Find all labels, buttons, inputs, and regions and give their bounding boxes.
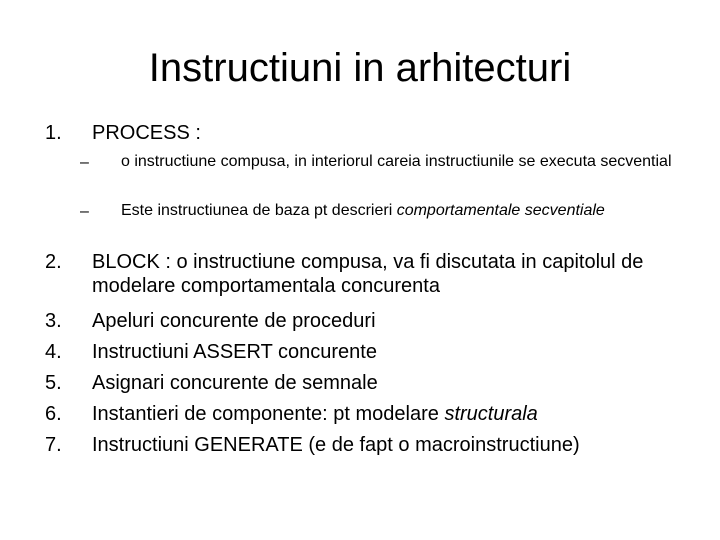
item-text-7: Instructiuni GENERATE (e de fapt o macroinstructiune) bbox=[92, 434, 580, 456]
subitem-dash-2: – bbox=[80, 203, 89, 220]
item-number-4: 4. bbox=[45, 341, 62, 363]
item-text-6 bbox=[92, 402, 702, 426]
item-text-1: PROCESS : bbox=[92, 122, 201, 144]
item-text-6-plain: Instantieri de componente: pt modelare bbox=[92, 403, 445, 425]
item-text-6-italic: structurala bbox=[444, 403, 538, 425]
subitem-text-2-italic: comportamentale secventiale bbox=[396, 202, 605, 219]
slide-title: Instructiuni in arhitecturi bbox=[148, 46, 572, 90]
item-number-7: 7. bbox=[45, 434, 62, 456]
item-number-6: 6. bbox=[45, 403, 62, 425]
item-number-3: 3. bbox=[45, 310, 62, 332]
item-text-3: Apeluri concurente de proceduri bbox=[92, 310, 376, 332]
subitem-text-1: o instructiune compusa, in interiorul careia instructiunile se executa secvential bbox=[121, 153, 672, 170]
item-text-4: Instructiuni ASSERT concurente bbox=[92, 341, 377, 363]
item-number-5: 5. bbox=[45, 372, 62, 394]
item-number-2: 2. bbox=[45, 251, 62, 273]
item-text-5: Asignari concurente de semnale bbox=[92, 372, 378, 394]
item-text-2: BLOCK : o instructiune compusa, va fi discutata in capitolul de modelare comportamentala concurenta bbox=[92, 251, 644, 297]
subitem-text-2 bbox=[121, 201, 681, 221]
item-number-1: 1. bbox=[45, 122, 62, 144]
subitem-dash-1: – bbox=[80, 154, 89, 171]
subitem-text-2-plain: Este instructiunea de baza pt descrieri bbox=[121, 202, 397, 219]
